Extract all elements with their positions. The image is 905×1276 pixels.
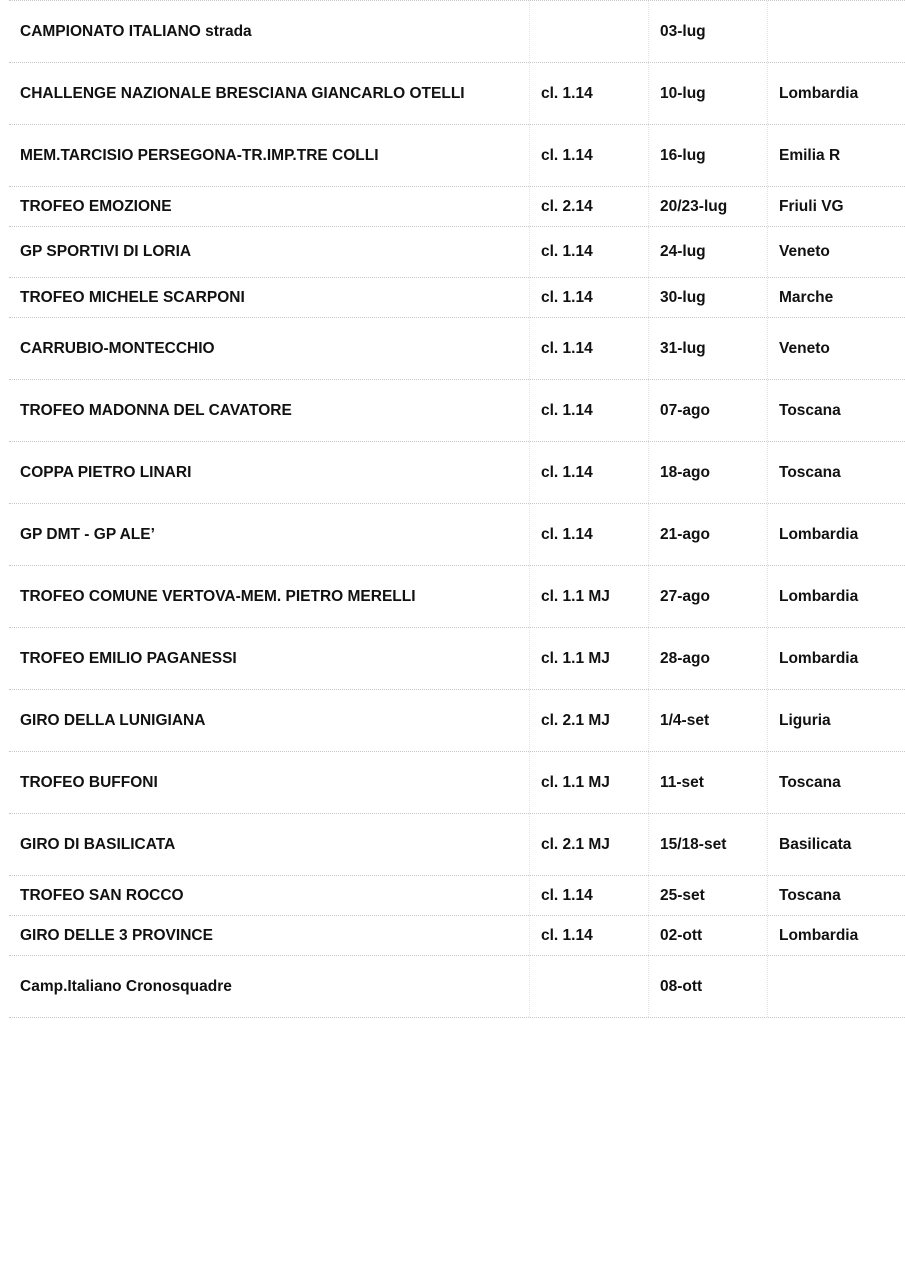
race-class: cl. 1.1 MJ bbox=[529, 566, 648, 627]
race-name: TROFEO MICHELE SCARPONI bbox=[20, 288, 245, 306]
race-region: Emilia R bbox=[767, 125, 905, 186]
race-date: 02-ott bbox=[648, 916, 767, 955]
race-class: cl. 1.1 MJ bbox=[529, 628, 648, 689]
race-name: CARRUBIO-MONTECCHIO bbox=[20, 339, 215, 357]
race-region: Lombardia bbox=[767, 916, 905, 955]
table-row bbox=[9, 628, 905, 690]
race-date: 28-ago bbox=[648, 628, 767, 689]
table-row bbox=[9, 566, 905, 628]
table-row bbox=[9, 125, 905, 187]
race-region: Toscana bbox=[767, 380, 905, 441]
race-date: 1/4-set bbox=[648, 690, 767, 751]
race-class bbox=[529, 956, 648, 1017]
table-row bbox=[9, 187, 905, 227]
table-row bbox=[9, 442, 905, 504]
race-class: cl. 1.14 bbox=[529, 125, 648, 186]
race-class: cl. 1.14 bbox=[529, 876, 648, 915]
table-row bbox=[9, 876, 905, 916]
table-row bbox=[9, 690, 905, 752]
table-row bbox=[9, 380, 905, 442]
race-region: Lombardia bbox=[767, 504, 905, 565]
race-class bbox=[529, 1, 648, 62]
race-name: CAMPIONATO ITALIANO strada bbox=[20, 22, 252, 40]
race-name: Camp.Italiano Cronosquadre bbox=[20, 977, 232, 995]
race-name: TROFEO SAN ROCCO bbox=[20, 886, 184, 904]
race-schedule-table bbox=[9, 0, 905, 1018]
table-row bbox=[9, 956, 905, 1018]
race-name: TROFEO MADONNA DEL CAVATORE bbox=[20, 401, 292, 419]
table-row bbox=[9, 227, 905, 278]
race-class: cl. 1.14 bbox=[529, 380, 648, 441]
race-name: GIRO DI BASILICATA bbox=[20, 835, 176, 853]
race-name: MEM.TARCISIO PERSEGONA-TR.IMP.TRE COLLI bbox=[20, 146, 379, 164]
race-date: 21-ago bbox=[648, 504, 767, 565]
race-region: Lombardia bbox=[767, 566, 905, 627]
race-date: 10-lug bbox=[648, 63, 767, 124]
race-region: Basilicata bbox=[767, 814, 905, 875]
race-name: GP DMT - GP ALE’ bbox=[20, 525, 155, 543]
table-row bbox=[9, 1, 905, 63]
race-name: CHALLENGE NAZIONALE BRESCIANA GIANCARLO OTELLI bbox=[20, 84, 465, 102]
race-name: TROFEO EMOZIONE bbox=[20, 197, 172, 215]
race-class: cl. 1.14 bbox=[529, 278, 648, 317]
race-date: 08-ott bbox=[648, 956, 767, 1017]
race-class: cl. 1.14 bbox=[529, 916, 648, 955]
race-region: Toscana bbox=[767, 442, 905, 503]
race-name: GIRO DELLE 3 PROVINCE bbox=[20, 926, 213, 944]
race-class: cl. 2.1 MJ bbox=[529, 814, 648, 875]
race-region: Toscana bbox=[767, 752, 905, 813]
race-name: TROFEO COMUNE VERTOVA-MEM. PIETRO MERELLI bbox=[20, 587, 416, 605]
race-date: 11-set bbox=[648, 752, 767, 813]
race-date: 31-lug bbox=[648, 318, 767, 379]
race-region bbox=[767, 1, 905, 62]
race-region: Lombardia bbox=[767, 63, 905, 124]
race-class: cl. 1.14 bbox=[529, 504, 648, 565]
table-row bbox=[9, 814, 905, 876]
race-name: GIRO DELLA LUNIGIANA bbox=[20, 711, 206, 729]
table-row bbox=[9, 916, 905, 956]
race-region bbox=[767, 956, 905, 1017]
table-row bbox=[9, 504, 905, 566]
race-class: cl. 1.14 bbox=[529, 318, 648, 379]
race-class: cl. 2.14 bbox=[529, 187, 648, 226]
race-class: cl. 1.1 MJ bbox=[529, 752, 648, 813]
race-date: 15/18-set bbox=[648, 814, 767, 875]
race-region: Liguria bbox=[767, 690, 905, 751]
race-region: Veneto bbox=[767, 318, 905, 379]
race-date: 07-ago bbox=[648, 380, 767, 441]
race-date: 27-ago bbox=[648, 566, 767, 627]
race-name: GP SPORTIVI DI LORIA bbox=[20, 243, 192, 260]
race-class: cl. 1.14 bbox=[529, 63, 648, 124]
table-row bbox=[9, 278, 905, 318]
race-class: cl. 2.1 MJ bbox=[529, 690, 648, 751]
race-date: 30-lug bbox=[648, 278, 767, 317]
race-date: 20/23-lug bbox=[648, 187, 767, 226]
race-date: 03-lug bbox=[648, 1, 767, 62]
race-region: Friuli VG bbox=[767, 187, 905, 226]
race-date: 24-lug bbox=[648, 227, 767, 277]
race-class: cl. 1.14 bbox=[529, 442, 648, 503]
table-row bbox=[9, 318, 905, 380]
race-name: TROFEO EMILIO PAGANESSI bbox=[20, 649, 237, 667]
race-region: Veneto bbox=[767, 227, 905, 277]
race-date: 25-set bbox=[648, 876, 767, 915]
race-region: Lombardia bbox=[767, 628, 905, 689]
race-class: cl. 1.14 bbox=[529, 227, 648, 277]
race-region: Marche bbox=[767, 278, 905, 317]
table-row bbox=[9, 752, 905, 814]
race-region: Toscana bbox=[767, 876, 905, 915]
race-name: COPPA PIETRO LINARI bbox=[20, 463, 192, 481]
table-row bbox=[9, 63, 905, 125]
race-name: TROFEO BUFFONI bbox=[20, 773, 158, 791]
race-date: 16-lug bbox=[648, 125, 767, 186]
race-date: 18-ago bbox=[648, 442, 767, 503]
